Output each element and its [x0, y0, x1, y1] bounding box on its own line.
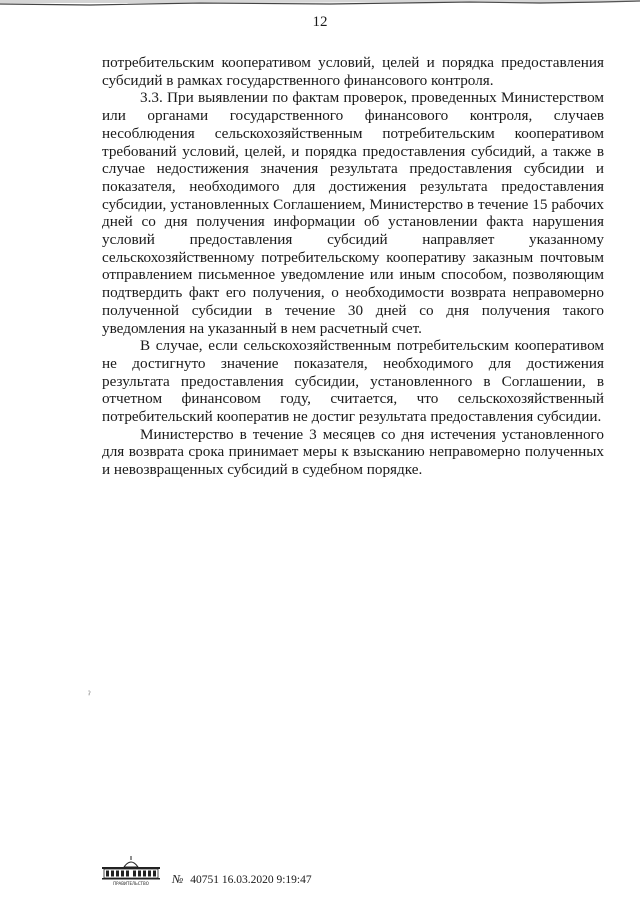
paragraph-clause-3-3: 3.3. При выявлении по фактам проверок, проведенных Министерством или органами государственного финансового контроля, случаев несоблюдения сельскохозяйственным потребительским кооперативом требований условий, целей, и порядка предоставления субсидий, а также в случае недостижения значения результата предоставления субсидии и показателя, необходимого для достижения результата предоставления субсидии, установленных Соглашением, Министерство в течение 15 рабочих дней со дня получения информации об установлении факта нарушения условий предоставления субсидий направляет указанному сельскохозяйственному потребительскому кооперативу заказным почтовым отправлением письменное уведомление или иным способом, позволяющим подтвердить факт его получения, о необходимости возврата неправомерно полученной субсидии в течение 30 дней со дня получения такого уведомления на указанный в нем расчетный счет.: [102, 89, 604, 337]
paragraph-indicator-not-achieved: В случае, если сельскохозяйственным потребительским кооперативом не достигнуто значение показателя, необходимого для достижения результата предоставления субсидии, установленного в Соглашении, в отчетном финансовом году, считается, что сельскохозяйственный потребительский кооператив не достиг результата предоставления субсидии.: [102, 337, 604, 426]
paragraph-continuation: потребительским кооперативом условий, целей и порядка предоставления субсидий в рамках государственного финансового контроля.: [102, 54, 604, 89]
document-body: [102, 54, 604, 479]
scan-edge-shadow: [0, 0, 640, 12]
registration-stamp: [172, 872, 312, 887]
scan-artifact-mark: ˀ: [88, 690, 91, 701]
registration-datetime: 16.03.2020 9:19:47: [221, 874, 312, 886]
stamp-caption: ПРАВИТЕЛЬСТВО: [113, 881, 149, 886]
paragraph-recovery-measures: Министерство в течение 3 месяцев со дня истечения установленного для возврата срока принимает меры к взысканию неправомерно полученных и невозвращенных субсидий в судебном порядке.: [102, 425, 604, 479]
document-number: 40751: [190, 874, 219, 886]
page-number: 12: [312, 14, 328, 30]
government-building-stamp-icon: [100, 855, 162, 887]
document-number-mark: №: [172, 872, 184, 886]
